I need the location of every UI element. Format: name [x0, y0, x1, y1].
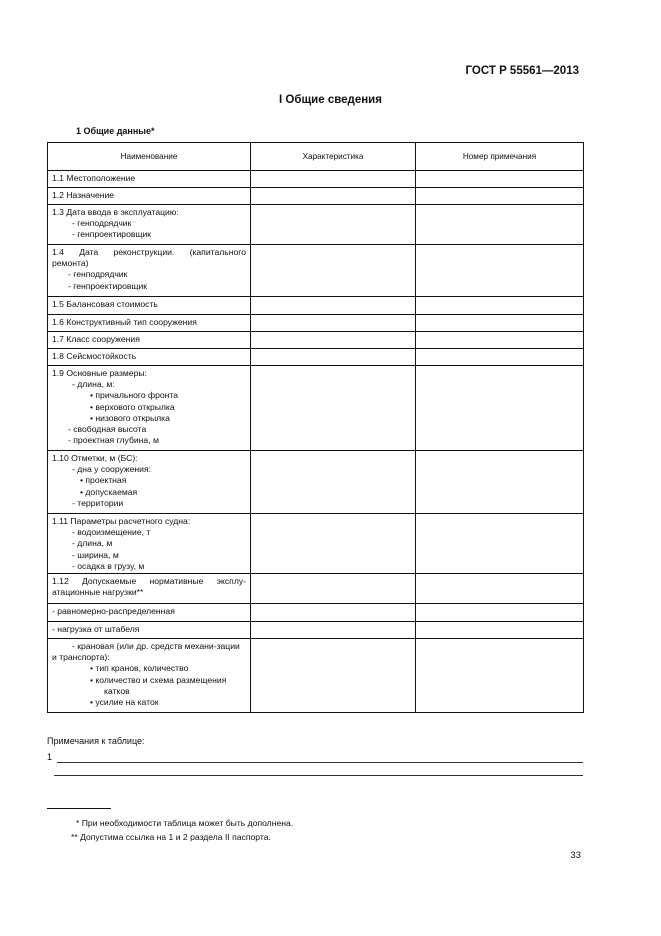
footnote: ** Допустима ссылка на 1 и 2 раздела II паспорта. [71, 832, 271, 842]
note-number-cell[interactable] [416, 349, 584, 366]
note-number: 1 [47, 752, 53, 762]
note-number-cell[interactable] [416, 451, 584, 514]
row-label: 1.9 Основные размеры: [52, 368, 147, 378]
table-row [48, 171, 584, 188]
note-number-cell[interactable] [416, 171, 584, 188]
row-sub-item: - территории [72, 497, 124, 508]
table-row [48, 245, 584, 297]
note-number-cell[interactable] [416, 188, 584, 205]
row-name-cell [48, 514, 251, 574]
row-label: 1.10 Отметки, м (БС): [52, 453, 138, 463]
column-header-note-number: Номер примечания [416, 143, 584, 171]
row-sub-item: • количество и схема размещения [90, 674, 227, 685]
row-name-cell [48, 366, 251, 451]
row-sub-item: • тип кранов, количество [90, 663, 189, 674]
row-sub-item: • верхового открылка [90, 401, 175, 412]
row-sub-item: - осадка в грузу, м [72, 560, 145, 571]
note-entry-1[interactable] [47, 752, 583, 762]
note-fill-line[interactable] [54, 775, 583, 776]
row-sub-item: • причального фронта [90, 390, 179, 401]
table-row [48, 622, 584, 639]
document-code: ГОСТ Р 55561—2013 [465, 65, 579, 77]
characteristic-cell[interactable] [251, 451, 416, 514]
column-header-name: Наименование [48, 143, 251, 171]
row-label: 1.5 Балансовая стоимость [52, 299, 158, 309]
row-name-cell [48, 622, 251, 639]
row-sub-item: - длина, м: [72, 379, 115, 390]
characteristic-cell[interactable] [251, 205, 416, 245]
table-row [48, 205, 584, 245]
row-name-cell [48, 245, 251, 297]
characteristic-cell[interactable] [251, 604, 416, 622]
row-label: 1.8 Сейсмостойкость [52, 351, 137, 361]
table-row [48, 639, 584, 713]
row-label: - нагрузка от штабеля [52, 624, 140, 635]
row-sub-item: • допускаемая [80, 486, 138, 497]
row-sub-item: - свободная высота [68, 424, 147, 435]
note-number-cell[interactable] [416, 604, 584, 622]
characteristic-cell[interactable] [251, 245, 416, 297]
row-label: 1.2 Назначение [52, 190, 115, 200]
row-sub-item: - ширина, м [72, 549, 119, 560]
row-sub-item: - генподрядчик [72, 218, 132, 229]
column-header-characteristic: Характеристика [251, 143, 416, 171]
characteristic-cell[interactable] [251, 332, 416, 349]
characteristic-cell[interactable] [251, 366, 416, 451]
table-caption: 1 Общие данные* [76, 126, 155, 136]
row-name-cell [48, 604, 251, 622]
table-row [48, 349, 584, 366]
characteristic-cell[interactable] [251, 297, 416, 315]
general-data-table [47, 142, 584, 713]
footnote: * При необходимости таблица может быть дополнена. [76, 818, 294, 828]
table-row [48, 574, 584, 604]
characteristic-cell[interactable] [251, 315, 416, 332]
table-row [48, 188, 584, 205]
note-number-cell[interactable] [416, 245, 584, 297]
row-label: 1.6 Конструктивный тип сооружения [52, 317, 197, 327]
row-sub-item: • низового открылка [90, 412, 170, 423]
characteristic-cell[interactable] [251, 639, 416, 713]
row-sub-item: • проектная [80, 475, 127, 486]
table-header-row [48, 143, 584, 171]
row-sub-item: - проектная глубина, м [68, 435, 159, 446]
note-number-cell[interactable] [416, 205, 584, 245]
characteristic-cell[interactable] [251, 514, 416, 574]
row-sub-item: - генподрядчик [68, 269, 128, 280]
characteristic-cell[interactable] [251, 622, 416, 639]
row-label: - крановая (или др. средств механи-зации и транспорта): [52, 641, 240, 663]
row-name-cell [48, 188, 251, 205]
row-label: 1.1 Местоположение [52, 173, 136, 183]
row-label: 1.4 Дата реконструкции. (капитального ремонта) [52, 247, 246, 269]
table-row [48, 297, 584, 315]
row-name-cell [48, 574, 251, 604]
section-title: I Общие сведения [279, 94, 382, 106]
row-name-cell [48, 332, 251, 349]
note-fill-line [57, 762, 583, 763]
row-sub-item: катков [104, 685, 130, 696]
row-name-cell [48, 451, 251, 514]
note-number-cell[interactable] [416, 297, 584, 315]
row-sub-item: - длина, м [72, 538, 113, 549]
table-row [48, 451, 584, 514]
footnote-separator [47, 808, 111, 809]
row-sub-item: - генпроектировщик [68, 280, 148, 291]
row-sub-item: - дна у сооружения: [72, 464, 152, 475]
note-number-cell[interactable] [416, 315, 584, 332]
note-number-cell[interactable] [416, 366, 584, 451]
table-notes-label: Примечания к таблице: [47, 736, 145, 746]
note-number-cell[interactable] [416, 332, 584, 349]
row-sub-item: • усилие на каток [90, 697, 159, 708]
table-row [48, 604, 584, 622]
table-row [48, 315, 584, 332]
table-row [48, 514, 584, 574]
row-name-cell [48, 639, 251, 713]
table-row [48, 366, 584, 451]
note-number-cell[interactable] [416, 639, 584, 713]
characteristic-cell[interactable] [251, 188, 416, 205]
page-number: 33 [570, 850, 581, 861]
row-name-cell [48, 315, 251, 332]
row-label: 1.11 Параметры расчетного судна: [52, 516, 191, 526]
note-number-cell[interactable] [416, 514, 584, 574]
row-label: 1.3 Дата ввода в эксплуатацию: [52, 207, 179, 217]
row-sub-item: - водоизмещение, т [72, 527, 151, 538]
characteristic-cell[interactable] [251, 349, 416, 366]
row-label: - равномерно-распределенная [52, 606, 175, 617]
row-name-cell [48, 349, 251, 366]
row-name-cell [48, 205, 251, 245]
row-name-cell [48, 297, 251, 315]
row-sub-item: - генпроектировщик [72, 229, 152, 240]
characteristic-cell[interactable] [251, 171, 416, 188]
row-label: 1.7 Класс сооружения [52, 334, 140, 344]
table-row [48, 332, 584, 349]
note-number-cell[interactable] [416, 622, 584, 639]
row-name-cell [48, 171, 251, 188]
characteristic-cell[interactable] [251, 574, 416, 604]
row-label: 1.12 Допускаемые нормативные эксплу-атационные нагрузки** [52, 576, 246, 598]
note-number-cell[interactable] [416, 574, 584, 604]
